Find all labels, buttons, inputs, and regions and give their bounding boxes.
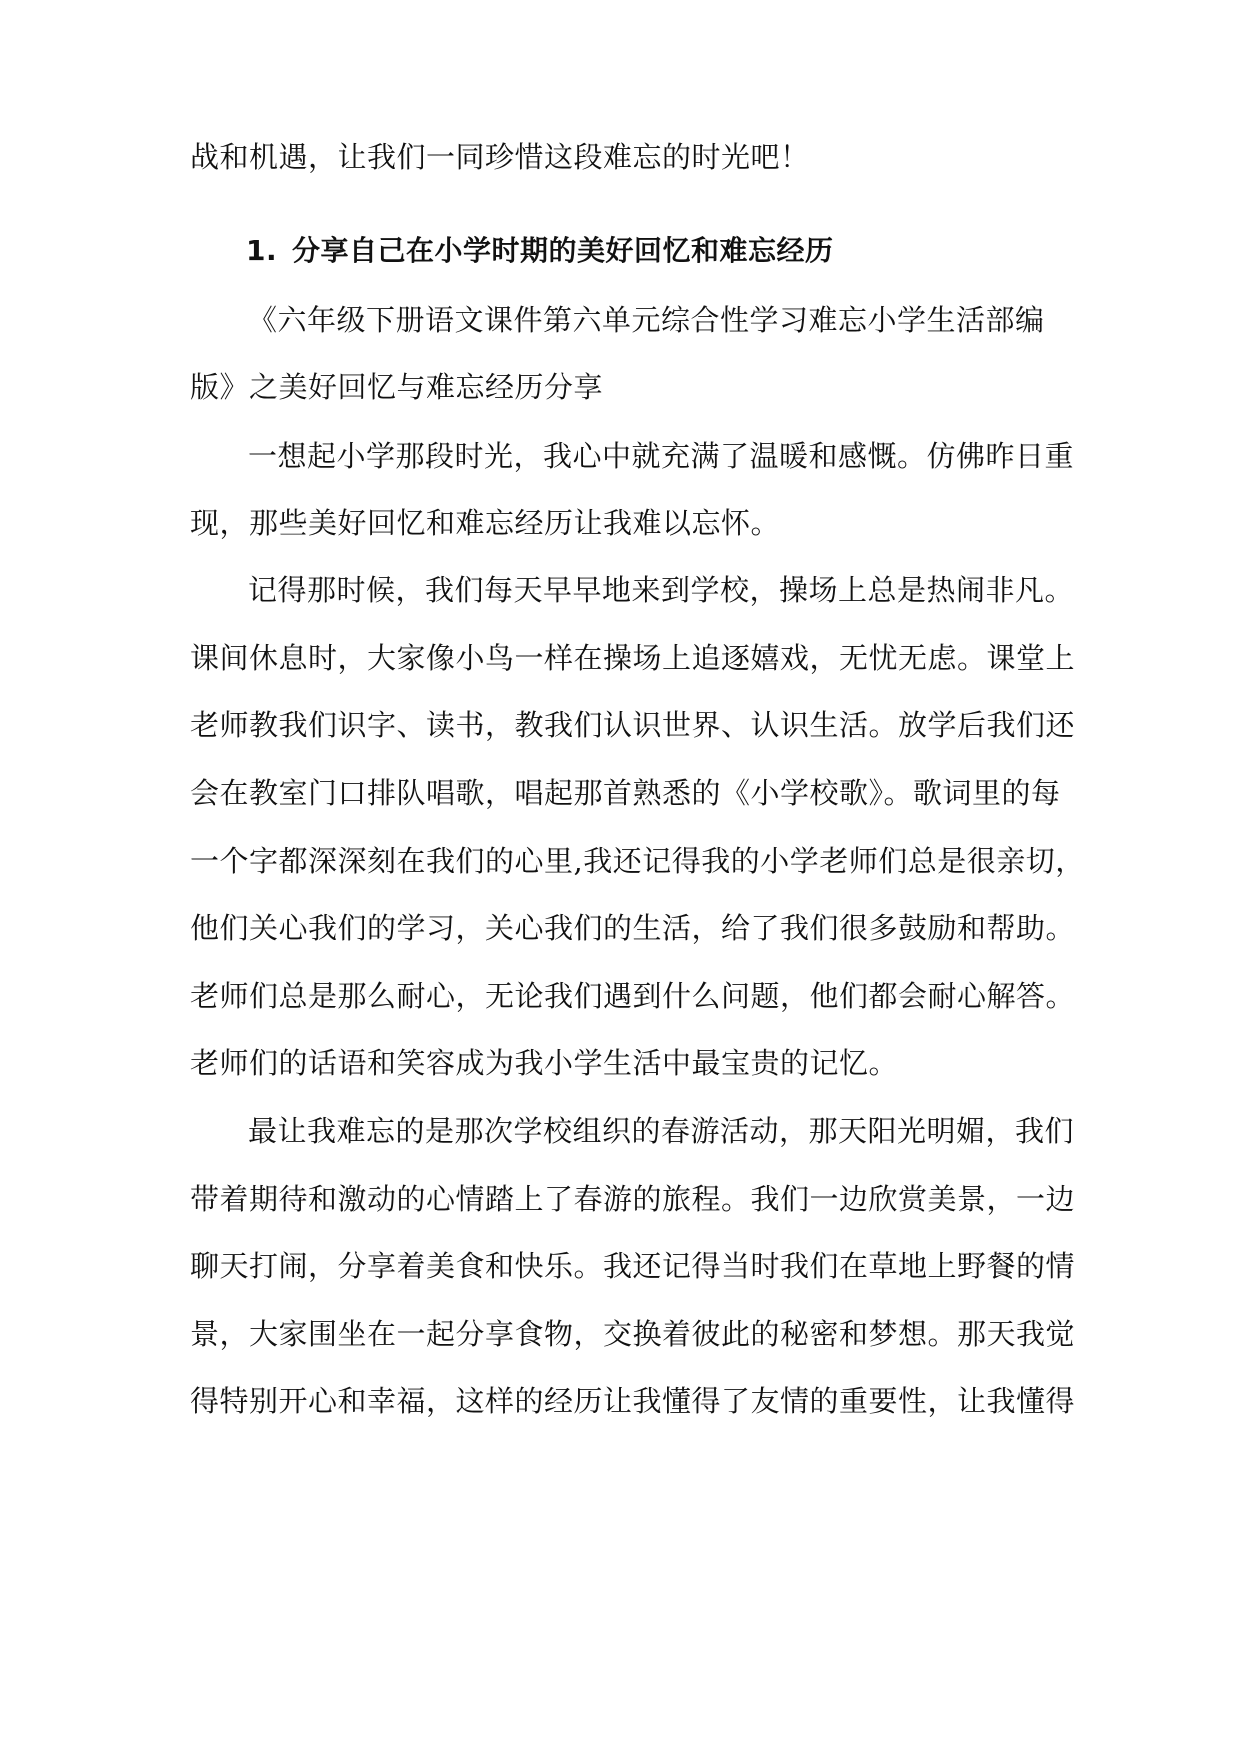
paragraph-4-line-3: 聊天打闹，分享着美食和快乐。我还记得当时我们在草地上野餐的情 [190,1249,1076,1283]
paragraph-3-line-8: 老师们的话语和笑容成为我小学生活中最宝贵的记忆。 [190,1046,899,1080]
paragraph-3-line-4: 会在教室门口排队唱歌，唱起那首熟悉的《小学校歌》。歌词里的每 [190,776,1061,810]
paragraph-2-line-1: 一想起小学那段时光，我心中就充满了温暖和感慨。仿佛昨日重 [248,439,1075,473]
paragraph-3-line-7: 老师们总是那么耐心，无论我们遇到什么问题，他们都会耐心解答。 [190,979,1076,1013]
paragraph-4-line-2: 带着期待和激动的心情踏上了春游的旅程。我们一边欣赏美景，一边 [190,1182,1076,1216]
paragraph-3-line-6: 他们关心我们的学习，关心我们的生活，给了我们很多鼓励和帮助。 [190,911,1076,945]
paragraph-4-line-5: 得特别开心和幸福，这样的经历让我懂得了友情的重要性，让我懂得 [190,1384,1076,1418]
intro-tail-line: 战和机遇，让我们一同珍惜这段难忘的时光吧！ [190,140,810,174]
paragraph-1-line-2: 版》之美好回忆与难忘经历分享 [190,370,604,404]
paragraph-1-line-1: 《六年级下册语文课件第六单元综合性学习难忘小学生活部编 [248,303,1045,337]
paragraph-3-line-5: 一个字都深深刻在我们的心里,我还记得我的小学老师们总是很亲切， [190,844,1085,878]
paragraph-4-line-1: 最让我难忘的是那次学校组织的春游活动，那天阳光明媚，我们 [248,1114,1075,1148]
paragraph-3-line-1: 记得那时候，我们每天早早地来到学校，操场上总是热闹非凡。 [248,573,1075,607]
paragraph-3-line-3: 老师教我们识字、读书，教我们认识世界、认识生活。放学后我们还 [190,708,1076,742]
section-heading [246,231,834,271]
paragraph-4-line-4: 景，大家围坐在一起分享食物，交换着彼此的秘密和梦想。那天我觉 [190,1317,1076,1351]
section-heading-number: 1. [246,234,278,267]
section-heading-text: 分享自己在小学时期的美好回忆和难忘经历 [292,234,834,267]
paragraph-2-line-2: 现，那些美好回忆和难忘经历让我难以忘怀。 [190,506,781,540]
paragraph-3-line-2: 课间休息时，大家像小鸟一样在操场上追逐嬉戏，无忧无虑。课堂上 [190,641,1076,675]
